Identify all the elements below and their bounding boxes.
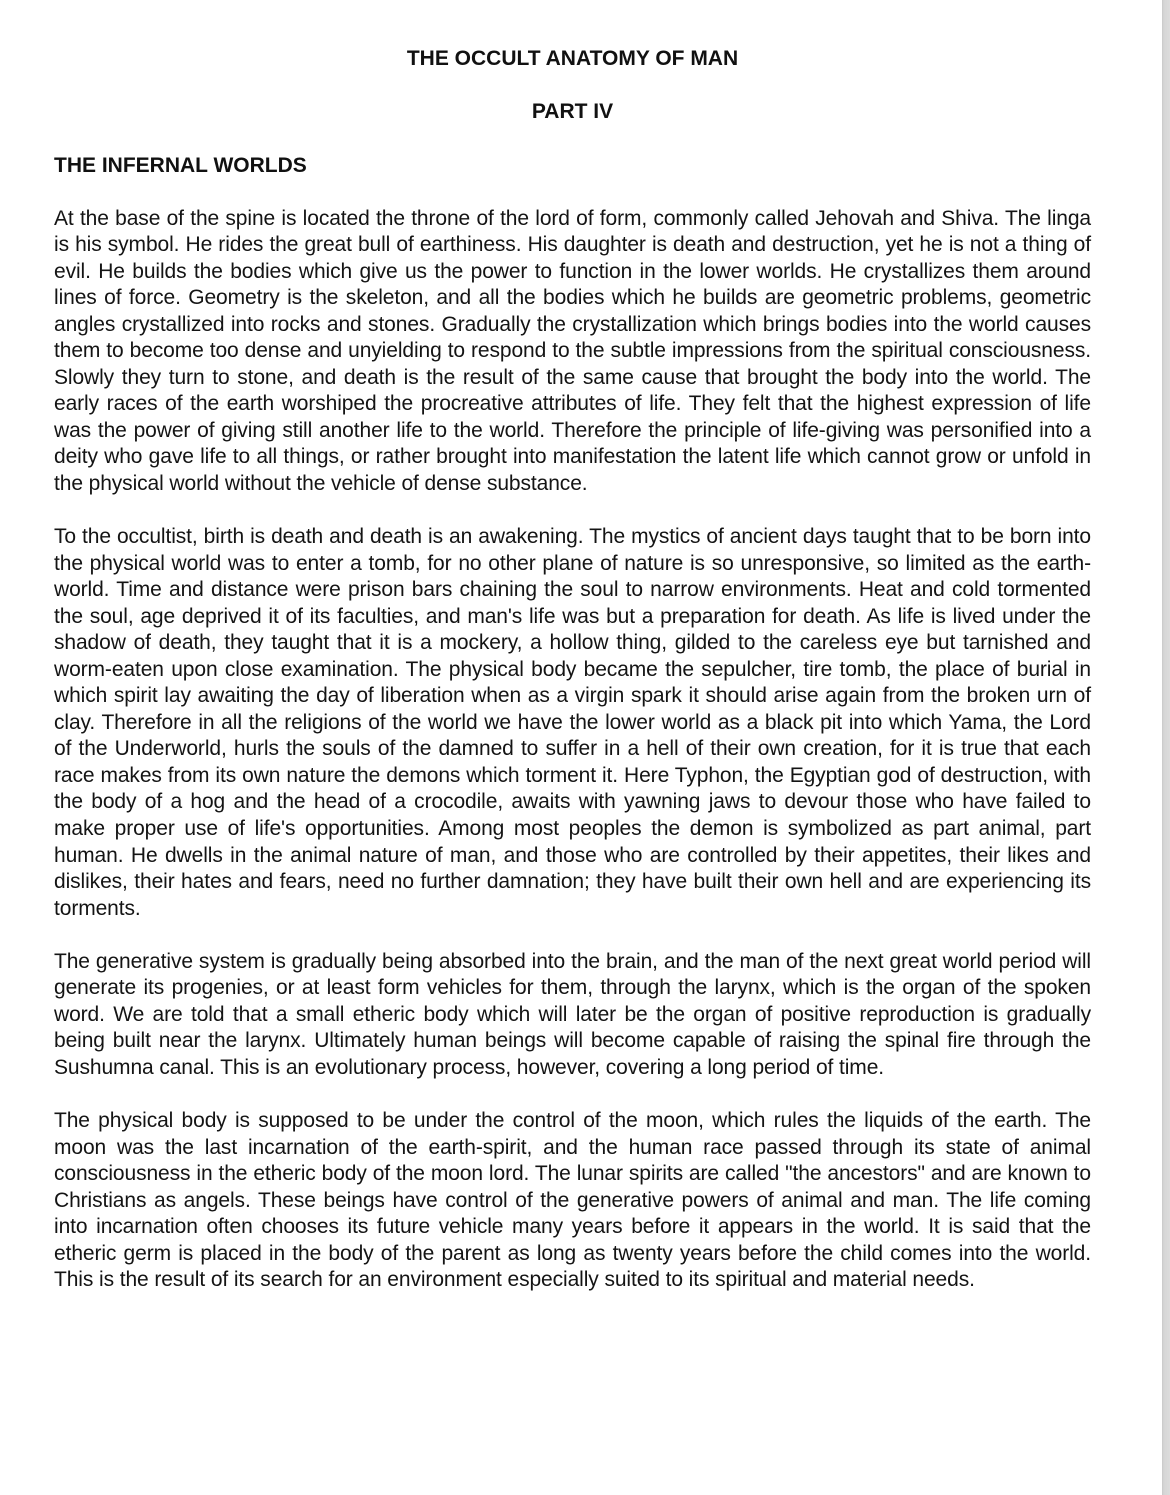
paragraph-2: To the occultist, birth is death and death is an awakening. The mystics of ancient days taught that to be born into the physical world was to enter a tomb, for no other plane of nature is so unresponsive, so limited as the earth- world. Time and distance were prison bars chaining the soul to narrow environments. Heat and cold tormented the soul, age deprived it of its faculties, and man's life was but a preparation for death. As life is lived under the shadow of death, they taught that it is a mockery, a hollow thing, gilded to the careless eye but tarnished and worm-eaten upon close examination. The physical body became the sepulcher, tire tomb, the place of burial in which spirit lay awaiting the day of liberation when as a virgin spark it should arise again from the broken urn of clay. Therefore in all the religions of the world we have the lower world as a black pit into which Yama, the Lord of the Underworld, hurls the souls of the damned to suffer in a hell of their own creation, for it is true that each race makes from its own nature the demons which torment it. Here Typhon, the Egyptian god of destruction, with the body of a hog and the head of a crocodile, awaits with yawning jaws to devour those who have failed to make proper use of life's opportunities. Among most peoples the demon is symbolized as part animal, part human. He dwells in the animal nature of man, and those who are controlled by their appetites, their likes and dislikes, their hates and fears, need no further damnation; they have built their own hell and are experiencing its torments.: [54, 525, 1091, 920]
section-heading: THE INFERNAL WORLDS: [54, 154, 307, 177]
page-edge-scrollbar[interactable]: [1162, 0, 1170, 1495]
paragraph-1: At the base of the spine is located the throne of the lord of form, commonly called Jehovah and Shiva. The linga is his symbol. He rides the great bull of earthiness. His daughter is death and destruction, yet he is not a thing of evil. He builds the bodies which give us the power to function in the lower worlds. He crystallizes them around lines of force. Geometry is the skeleton, and all the bodies which he builds are geometric problems, geometric angles crystallized into rocks and stones. Gradually the crystallization which brings bodies into the world causes them to become too dense and unyielding to respond to the subtle impressions from the spiritual consciousness. Slowly they turn to stone, and death is the result of the same cause that brought the body into the world. The early races of the earth worshiped the procreative attributes of life. They felt that the highest expression of life was the power of giving still another life to the world. Therefore the principle of life-giving was personified into a deity who gave life to all things, or rather brought into manifestation the latent life which cannot grow or unfold in the physical world without the vehicle of dense substance.: [54, 206, 1091, 495]
part-heading: PART IV: [531, 100, 614, 123]
document-title: THE OCCULT ANATOMY OF MAN: [406, 47, 739, 70]
paragraph-4: The physical body is supposed to be under the control of the moon, which rules the liquids of the earth. The moon was the last incarnation of the earth-spirit, and the human race passed through its state of animal consciousness in the etheric body of the moon lord. The lunar spirits are called "the ancestors" and are known to Christians as angels. These beings have control of the generative powers of animal and man. The life coming into incarnation often chooses its future vehicle many years before it appears in the world. It is said that the etheric germ is placed in the body of the parent as long as twenty years before the child comes into the world. This is the result of its search for an environment especially suited to its spiritual and material needs.: [54, 1108, 1091, 1292]
document-content: [54, 46, 1091, 1294]
paragraph-3: The generative system is gradually being absorbed into the brain, and the man of the next great world period will generate its progenies, or at least form vehicles for them, through the larynx, which is the organ of the spoken word. We are told that a small etheric body which will later be the organ of positive reproduction is gradually being built near the larynx. Ultimately human beings will become capable of raising the spinal fire through the Sushumna canal. This is an evolutionary process, however, covering a long period of time.: [54, 949, 1091, 1079]
